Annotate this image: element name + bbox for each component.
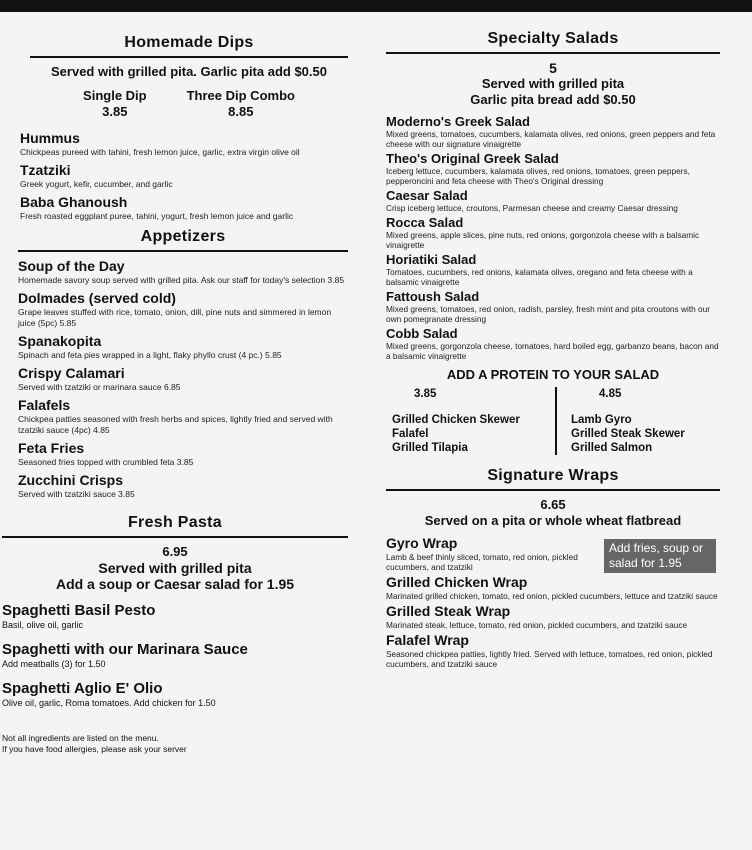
menu-item xyxy=(386,535,596,572)
note-line: Not all ingredients are listed on the menu. xyxy=(2,733,159,743)
item-name: Falafel Wrap xyxy=(386,632,469,648)
item-name: Caesar Salad xyxy=(386,188,468,203)
menu-item xyxy=(2,680,348,709)
protein-item: Grilled Tilapia xyxy=(392,442,468,454)
item-name: Spaghetti Aglio E' Olio xyxy=(2,680,163,697)
dips-rule xyxy=(30,56,348,58)
item-name: Baba Ghanoush xyxy=(20,194,128,210)
pasta-rule xyxy=(2,536,348,538)
wraps-title: Signature Wraps xyxy=(487,467,619,484)
menu-item xyxy=(386,574,720,601)
dips-subtitle: Served with grilled pita. Garlic pita add $0.50 xyxy=(51,64,327,79)
menu-item xyxy=(18,290,348,329)
item-name: Falafels xyxy=(18,397,71,413)
item-name: Soup of the Day xyxy=(18,258,125,274)
item-name: Horiatiki Salad xyxy=(386,252,477,267)
menu-item xyxy=(386,188,720,213)
item-name: Zucchini Crisps xyxy=(18,472,124,488)
item-desc: Chickpea patties seasoned with fresh herbs and spices, lightly fried and served with tzatziki sauce (4pc) 4.85 xyxy=(18,414,333,435)
item-desc: Greek yogurt, kefir, cucumber, and garlic xyxy=(20,179,173,189)
salads-price: 5 xyxy=(549,60,557,76)
dips-section xyxy=(8,34,348,222)
item-name: Theo's Original Greek Salad xyxy=(386,151,559,166)
item-desc: Lamb & beef thinly sliced, tomato, red onion, pickled cucumbers, and tzatziki xyxy=(386,552,578,572)
item-name: Spaghetti with our Marinara Sauce xyxy=(2,641,248,658)
salads-title: Specialty Salads xyxy=(487,30,619,47)
menu-item xyxy=(386,289,720,324)
item-desc: Tomatoes, cucumbers, red onions, kalamata olives, oregano and feta cheese with a balsamic vinaigrette xyxy=(386,267,693,287)
item-name: Spaghetti Basil Pesto xyxy=(2,602,156,619)
item-name: Grilled Steak Wrap xyxy=(386,603,511,619)
item-desc: Homemade savory soup served with grilled pita. Ask our staff for today's selection 3.85 xyxy=(18,275,345,285)
pasta-line2: Add a soup or Caesar salad for 1.95 xyxy=(55,576,295,592)
item-desc: Grape leaves stuffed with rice, tomato, onion, dill, pine nuts and simmered in lemon juice (5pc) 5.85 xyxy=(18,307,332,328)
protein-grid xyxy=(386,387,720,455)
dip-option-price: 3.85 xyxy=(102,104,128,119)
dip-option xyxy=(187,88,295,120)
protein-price: 3.85 xyxy=(414,388,437,400)
menu-item xyxy=(386,215,720,250)
item-desc: Olive oil, garlic, Roma tomatoes. Add chicken for 1.50 xyxy=(2,698,216,708)
menu-item xyxy=(18,333,348,361)
menu-item xyxy=(18,397,348,436)
menu-item xyxy=(2,602,348,631)
item-desc: Served with tzatziki sauce 3.85 xyxy=(18,489,135,499)
menu-item xyxy=(386,151,720,186)
item-name: Dolmades (served cold) xyxy=(18,290,176,306)
right-column xyxy=(386,30,720,671)
menu-item xyxy=(386,632,720,669)
salads-section xyxy=(386,30,720,455)
menu-item xyxy=(18,258,348,286)
menu-item xyxy=(386,326,720,361)
dip-option-price: 8.85 xyxy=(228,104,254,119)
appetizers-title: Appetizers xyxy=(140,228,226,245)
salads-line2: Garlic pita bread add $0.50 xyxy=(470,92,636,107)
dip-option-label: Three Dip Combo xyxy=(186,88,295,103)
protein-item: Grilled Salmon xyxy=(571,442,653,454)
menu-item xyxy=(20,130,348,158)
item-desc: Marinated steak, lettuce, tomato, red onion, pickled cucumbers, and tzatziki sauce xyxy=(386,620,688,630)
dip-option xyxy=(83,88,147,120)
appetizers-rule xyxy=(18,250,348,252)
item-desc: Mixed greens, tomatoes, red onion, radish, parsley, fresh mint and pita croutons with our own pomegranate dressing xyxy=(386,304,711,324)
menu-item xyxy=(386,252,720,287)
protein-block xyxy=(386,367,720,455)
protein-item: Lamb Gyro xyxy=(571,414,632,426)
item-name: Cobb Salad xyxy=(386,326,458,341)
item-desc: Seasoned fries topped with crumbled feta 3.85 xyxy=(18,457,194,467)
menu-item xyxy=(386,114,720,149)
pasta-price: 6.95 xyxy=(162,544,188,559)
protein-item: Grilled Steak Skewer xyxy=(571,428,685,440)
protein-col-right xyxy=(571,387,720,455)
item-desc: Add meatballs (3) for 1.50 xyxy=(2,659,106,669)
menu-item xyxy=(18,365,348,393)
protein-col-left xyxy=(386,387,541,455)
menu-item xyxy=(18,472,348,500)
item-desc: Chickpeas pureed with tahini, fresh lemon juice, garlic, extra virgin olive oil xyxy=(20,147,300,157)
note-line: If you have food allergies, please ask your server xyxy=(2,744,187,754)
menu-item xyxy=(386,603,720,630)
item-name: Grilled Chicken Wrap xyxy=(386,574,528,590)
item-desc: Seasoned chickpea patties, lightly fried. Served with lettuce, tomatoes, red onion, pickled cucumbers, and tzatziki sauce xyxy=(386,649,713,669)
dips-options xyxy=(30,88,348,120)
dip-option-label: Single Dip xyxy=(83,88,147,103)
protein-item: Falafel xyxy=(392,428,429,440)
item-desc: Mixed greens, gorgonzola cheese, tomatoes, hard boiled egg, garbanzo beans, bacon and a balsamic vinaigrette xyxy=(386,341,719,361)
pasta-section xyxy=(2,514,348,755)
dips-items xyxy=(20,130,348,222)
item-desc: Marinated grilled chicken, tomato, red onion, pickled cucumbers, lettuce and tzatziki sauce xyxy=(386,591,718,601)
protein-divider xyxy=(555,387,557,455)
item-name: Feta Fries xyxy=(18,440,85,456)
wraps-rule xyxy=(386,489,720,491)
item-name: Rocca Salad xyxy=(386,215,464,230)
allergy-note xyxy=(2,733,348,755)
item-name: Hummus xyxy=(20,130,80,146)
item-desc: Served with tzatziki or marinara sauce 6.85 xyxy=(18,382,181,392)
item-name: Gyro Wrap xyxy=(386,535,458,551)
dips-title: Homemade Dips xyxy=(124,34,254,51)
salads-line1: Served with grilled pita xyxy=(481,76,625,91)
menu-item xyxy=(20,194,348,222)
item-desc: Mixed greens, tomatoes, cucumbers, kalamata olives, red onions, green peppers and feta cheese with our signature vinaigrette xyxy=(386,129,716,149)
protein-title: ADD A PROTEIN TO YOUR SALAD xyxy=(446,367,660,382)
left-column xyxy=(2,34,348,755)
item-name: Moderno's Greek Salad xyxy=(386,114,530,129)
protein-item: Grilled Chicken Skewer xyxy=(392,414,520,426)
wrap-addon-badge: Add fries, soup or salad for 1.95 xyxy=(604,539,716,573)
menu-item xyxy=(18,440,348,468)
pasta-line1: Served with grilled pita xyxy=(98,560,252,576)
item-desc: Iceberg lettuce, cucumbers, kalamata olives, red onions, tomatoes, green peppers, pepperoncini and feta cheese with Theo's Original dressing xyxy=(386,166,690,186)
menu-item xyxy=(2,641,348,670)
item-desc: Basil, olive oil, garlic xyxy=(2,620,84,630)
pasta-title: Fresh Pasta xyxy=(127,514,222,531)
wraps-section xyxy=(386,467,720,669)
wraps-line1: Served on a pita or whole wheat flatbread xyxy=(424,513,682,528)
menu-item xyxy=(20,162,348,190)
wraps-price: 6.65 xyxy=(540,497,566,512)
item-desc: Fresh roasted eggplant puree, tahini, yogurt, fresh lemon juice and garlic xyxy=(20,211,294,221)
item-desc: Mixed greens, apple slices, pine nuts, red onions, gorgonzola cheese with a balsamic vinaigrette xyxy=(386,230,700,250)
item-name: Spanakopita xyxy=(18,333,102,349)
appetizers-section xyxy=(8,228,348,500)
item-name: Fattoush Salad xyxy=(386,289,480,304)
item-desc: Crisp iceberg lettuce, croutons, Parmesan cheese and creamy Caesar dressing xyxy=(386,203,678,213)
item-desc: Spinach and feta pies wrapped in a light, flaky phyllo crust (4 pc.) 5.85 xyxy=(18,350,282,360)
protein-price: 4.85 xyxy=(599,388,622,400)
page-top-edge xyxy=(0,0,752,12)
item-name: Tzatziki xyxy=(20,162,71,178)
salads-rule xyxy=(386,52,720,54)
item-name: Crispy Calamari xyxy=(18,365,125,381)
